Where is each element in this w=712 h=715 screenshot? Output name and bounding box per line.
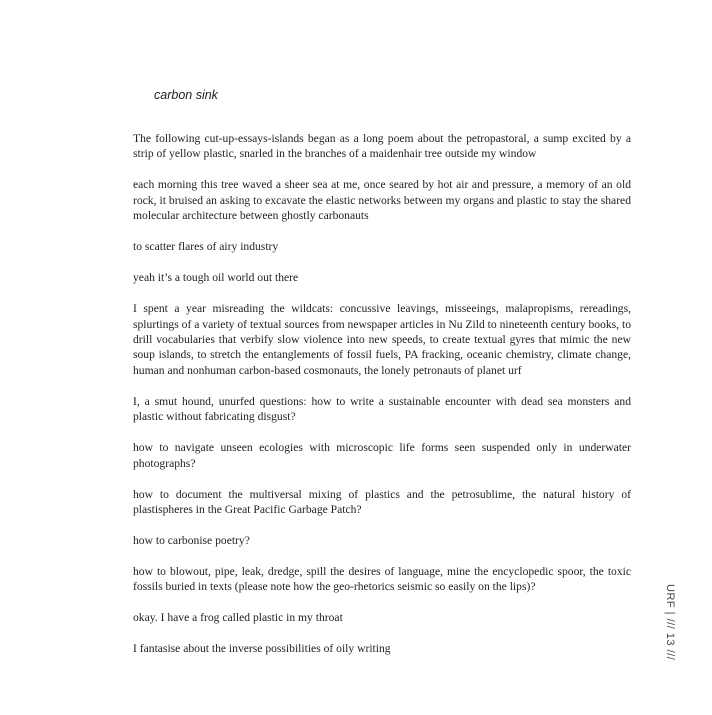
running-footer-page-number: URF | /// 13 ///: [664, 584, 676, 661]
paragraph-5: I spent a year misreading the wildcats: concussive leavings, misseeings, malapropisms, rereadings, splurtings of a variety of textual sources from newspaper articles in Nu Zild to nineteenth century books, to drill vocabularies that verbify slow violence into new speeds, to create textual gyres that mimic the new soup islands, to stretch the entanglements of fossil fuels, PA fracking, oceanic chemistry, climate change, human and nonhuman carbon-based cosmonauts, the lonely petronauts of planet urf: [133, 302, 631, 377]
paragraph-10: how to blowout, pipe, leak, dredge, spill the desires of language, mine the encyclopedic spoor, the toxic fossils buried in texts (please note how the geo-rhetorics seismic so easily on the lips)?: [133, 565, 631, 594]
paragraph-8: how to document the multiversal mixing of plastics and the petrosublime, the natural history of plastispheres in the Great Pacific Garbage Patch?: [133, 487, 631, 517]
paragraph-2: each morning this tree waved a sheer sea at me, once seared by hot air and pressure, a memory of an old rock, it bruised an asking to excavate the elastic networks between my organs and plastic to stay the shared molecular architecture between ghostly carbonauts: [133, 178, 631, 223]
paragraph-12: I fantasise about the inverse possibilities of oily writing: [133, 642, 391, 656]
paragraph-9: how to carbonise poetry?: [133, 534, 250, 548]
paragraph-1: The following cut-up-essays-islands began as a long poem about the petropastoral, a sump excited by a strip of yellow plastic, snarled in the branches of a maidenhair tree outside my window: [133, 132, 631, 161]
paragraph-6: I, a smut hound, unurfed questions: how to write a sustainable encounter with dead sea monsters and plastic without fabricating disgust?: [133, 394, 631, 424]
paragraph-7: how to navigate unseen ecologies with microscopic life forms seen suspended only in underwater photographs?: [133, 441, 631, 470]
paragraph-3: to scatter flares of airy industry: [133, 240, 279, 254]
paragraph-4: yeah it’s a tough oil world out there: [133, 271, 299, 285]
paragraph-11: okay. I have a frog called plastic in my throat: [133, 611, 343, 625]
body-text: [133, 131, 631, 657]
section-heading: carbon sink: [154, 88, 218, 102]
